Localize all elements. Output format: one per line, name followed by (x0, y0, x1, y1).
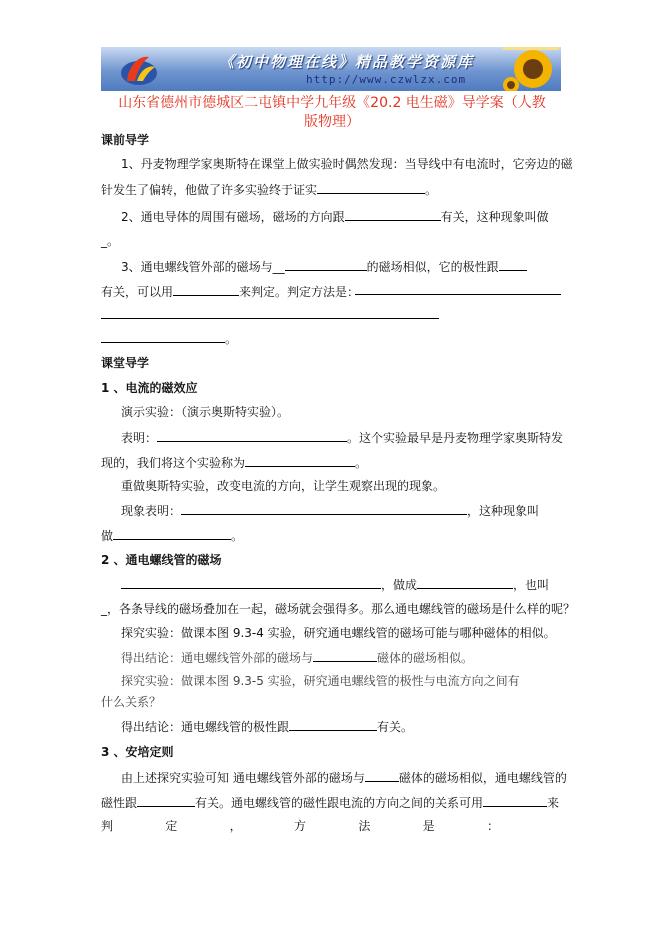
pre-q1-line-1: 1、丹麦物理学家奥斯特在课堂上做实验时偶然发现：当导线中有电流时，它旁边的磁 (121, 157, 573, 171)
s1-phen-label: 现象表明： (121, 504, 182, 518)
s1-show-line-2 (101, 454, 367, 471)
s1-phen-line-2 (101, 527, 243, 544)
s2-con2-blank[interactable] (289, 718, 377, 731)
s1-phen-blank[interactable] (181, 502, 467, 515)
pre-q3-line-2 (101, 283, 359, 300)
pre-q2-blank-1[interactable] (345, 208, 441, 221)
pre-q2-mid: 有关，这种现象叫做 (440, 210, 549, 224)
s1-show2-text: 现的，我们将这个实验称为 (101, 456, 246, 470)
s1-show-label: 表明： (121, 431, 158, 445)
pre-q3-line-1 (121, 258, 527, 275)
document-title-line-2: 版物理） (304, 114, 360, 130)
s2-l1-mid: ，做成 (381, 578, 418, 592)
pre-q3-blank-2[interactable] (499, 258, 527, 271)
s1-show-line-1 (121, 429, 563, 446)
s1-demo: 演示实验：（演示奥斯特实验）。 (121, 405, 290, 419)
s2-line-1 (121, 576, 549, 593)
s1-phen2-text: 做 (101, 529, 114, 543)
s1-show-blank[interactable] (157, 429, 347, 442)
pre-q3-prefix: __ (272, 260, 285, 274)
s2-l1-end: ，也叫 (513, 578, 550, 592)
section-2-heading: 2 、通电螺线管的磁场 (101, 553, 222, 567)
s2-con-1 (121, 649, 473, 666)
s3-line-2 (101, 794, 559, 811)
banner-url: http://www.czwlzx.com (306, 73, 467, 86)
s2-blank-1[interactable] (121, 576, 381, 589)
s1-show-end: 。这个实验最早是丹麦物理学家奥斯特发 (347, 431, 564, 445)
pre-q1-blank[interactable] (317, 181, 425, 194)
s3-l3-char: 判 (101, 819, 114, 833)
s1-experiment-name-blank[interactable] (245, 454, 355, 467)
s3-l2-text: 磁性跟 (101, 796, 138, 810)
s2-exp-2b: 什么关系？ (101, 695, 162, 709)
section-1-heading: 1 、电流的磁效应 (101, 381, 198, 395)
s3-l3-char: ， (229, 819, 242, 833)
s3-l3-char: 法 (358, 819, 371, 833)
s3-l3-char: ： (486, 819, 499, 833)
s2-con2-text: 得出结论：通电螺线管的极性跟 (121, 720, 290, 734)
s2-con1-text: 得出结论：通电螺线管外部的磁场与 (121, 651, 314, 665)
s3-blank-3[interactable] (483, 794, 547, 807)
pre-q1-line-2 (101, 181, 437, 198)
section-3-heading: 3 、安培定则 (101, 745, 174, 759)
s2-con1-blank[interactable] (313, 649, 377, 662)
sunflower-icon (503, 47, 559, 91)
s3-l2-mid: 有关。通电螺线管的磁性跟电流的方向之间的关系可用 (195, 796, 484, 810)
pre-q3-mid: 的磁场相似，它的极性跟 (366, 260, 499, 274)
site-logo-icon (119, 51, 159, 87)
pre-q1-end: 。 (425, 183, 438, 197)
site-banner (101, 47, 561, 91)
in-class-heading: 课堂导学 (101, 356, 150, 370)
banner-title: 《初中物理在线》精品教学资源库 (219, 53, 475, 71)
pre-q2-line-1 (121, 208, 549, 225)
s3-l1-text: 由上述探究实验可知 通电螺线管外部的磁场与 (121, 771, 365, 785)
s3-l2-end: 来 (547, 796, 560, 810)
document-title-line-1: 山东省德州市德城区二屯镇中学九年级《20.2 电生磁》导学案（人教 (118, 95, 546, 111)
pre-q3-mid-2: 来判定。判定方法是： (239, 285, 360, 299)
s1-phen-end: ，这种现象叫 (467, 504, 540, 518)
pre-q3-answer-line-3[interactable] (101, 330, 225, 343)
s1-phen2-end: 。 (231, 529, 244, 543)
pre-q3-blank-3[interactable] (173, 283, 239, 296)
s3-l3-char: 定 (165, 819, 178, 833)
pre-q1-text: 针发生了偏转，他做了许多实验终于证实 (101, 183, 318, 197)
s1-phen-line-1 (121, 502, 539, 519)
pre-q3-blank-1[interactable] (285, 258, 367, 271)
s3-line-3 (101, 818, 499, 834)
pre-q2-line-2: _。 (101, 234, 120, 248)
s2-exp-1: 探究实验：做课本图 9.3-4 实验，研究通电螺线管的磁场可能与哪种磁体的相似。 (121, 626, 556, 640)
s2-con2-end: 有关。 (377, 720, 414, 734)
s3-blank-2[interactable] (137, 794, 195, 807)
s3-l1-end: 磁体的磁场相似，通电螺线管的 (398, 771, 567, 785)
pre-q3-answer-line-1[interactable] (355, 294, 561, 295)
s2-exp-2: 探究实验：做课本图 9.3-5 实验，研究通电螺线管的极性与电流方向之间有 (121, 674, 520, 688)
pre-q3-text-2: 有关，可以用 (101, 285, 174, 299)
s3-l3-char: 方 (293, 819, 306, 833)
pre-q3-line-4 (101, 330, 237, 347)
pre-q2-text: 2、通电导体的周围有磁场，磁场的方向跟 (121, 210, 345, 224)
s2-con1-end: 磁体的磁场相似。 (377, 651, 474, 665)
s3-line-1 (121, 769, 567, 786)
s1-phenomenon-name-blank[interactable] (113, 527, 231, 540)
s3-l3-char: 是 (422, 819, 435, 833)
pre-q3-text: 3、通电螺线管外部的磁场与 (121, 260, 273, 274)
pre-class-heading: 课前导学 (101, 133, 150, 147)
pre-q3-end: 。 (225, 332, 238, 346)
s1-redo: 重做奥斯特实验，改变电流的方向，让学生观察出现的现象。 (121, 479, 446, 493)
s2-blank-2[interactable] (417, 576, 513, 589)
s2-line-2: _，各条导线的磁场叠加在一起，磁场就会强得多。那么通电螺线管的磁场是什么样的呢？ (101, 602, 576, 616)
document-title (101, 94, 563, 132)
s3-blank-1[interactable] (365, 769, 399, 782)
pre-q3-answer-line-2[interactable] (101, 318, 439, 319)
s2-con-2 (121, 718, 413, 735)
s1-show2-end: 。 (355, 456, 368, 470)
